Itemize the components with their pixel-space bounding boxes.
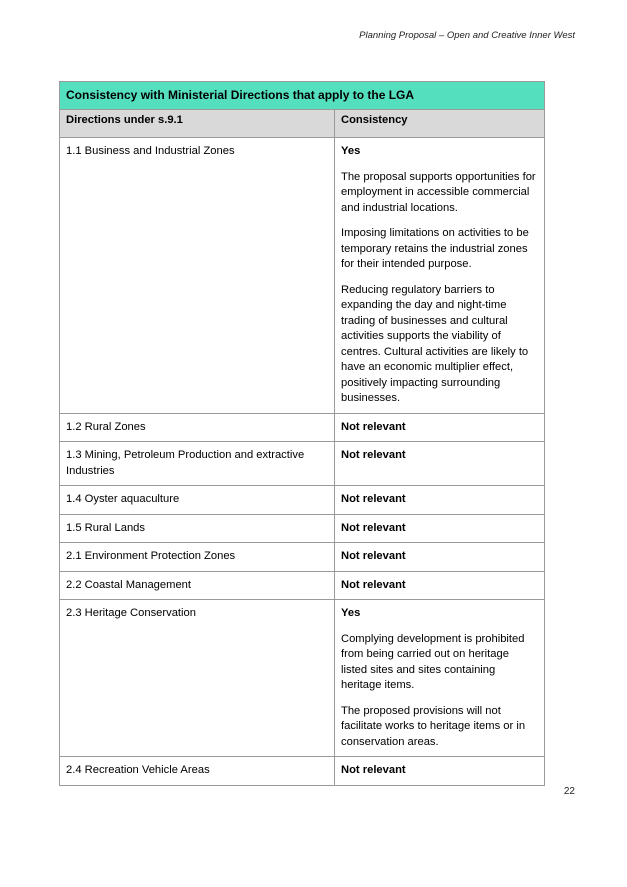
table-header-row	[60, 110, 545, 138]
consistency-status: Not relevant	[341, 764, 406, 776]
direction-cell: 2.4 Recreation Vehicle Areas	[60, 757, 335, 786]
consistency-cell	[335, 442, 545, 486]
consistency-status: Not relevant	[341, 550, 406, 562]
running-header: Planning Proposal – Open and Creative Inner West	[359, 30, 575, 41]
table-row	[60, 138, 545, 414]
consistency-cell	[335, 486, 545, 515]
direction-cell: 1.1 Business and Industrial Zones	[60, 138, 335, 414]
table-row	[60, 757, 545, 786]
column-header-consistency: Consistency	[335, 110, 545, 138]
consistency-note: The proposed provisions will not facilitate works to heritage items or in conservation areas.	[341, 704, 526, 748]
direction-cell: 2.2 Coastal Management	[60, 571, 335, 600]
consistency-cell	[335, 571, 545, 600]
consistency-status: Not relevant	[341, 420, 406, 433]
table-title-row	[60, 82, 545, 110]
direction-cell: 1.2 Rural Zones	[60, 413, 335, 442]
table-row	[60, 543, 545, 572]
consistency-cell	[335, 757, 545, 786]
consistency-status: Not relevant	[341, 521, 406, 534]
table-row	[60, 600, 545, 757]
direction-cell: 1.3 Mining, Petroleum Production and extractive Industries	[60, 442, 335, 486]
direction-cell: 2.3 Heritage Conservation	[60, 600, 335, 757]
table-row	[60, 442, 545, 486]
consistency-note: Complying development is prohibited from being carried out on heritage listed sites and sites containing heritage items.	[341, 632, 525, 691]
table-title: Consistency with Ministerial Directions that apply to the LGA	[60, 82, 545, 110]
consistency-cell	[335, 413, 545, 442]
direction-cell: 1.4 Oyster aquaculture	[60, 486, 335, 515]
table-row	[60, 571, 545, 600]
consistency-cell	[335, 600, 545, 757]
consistency-status: Not relevant	[341, 493, 406, 505]
direction-cell: 2.1 Environment Protection Zones	[60, 543, 335, 572]
table-row	[60, 413, 545, 442]
direction-cell: 1.5 Rural Lands	[60, 514, 335, 543]
column-header-directions: Directions under s.9.1	[60, 110, 335, 138]
consistency-note: Imposing limitations on activities to be temporary retains the industrial zones for their intended purpose.	[341, 227, 529, 270]
consistency-status: Not relevant	[341, 449, 406, 461]
consistency-cell	[335, 514, 545, 543]
consistency-status: Yes	[341, 145, 361, 157]
table-row	[60, 486, 545, 515]
consistency-status: Not relevant	[341, 578, 406, 591]
consistency-status: Yes	[341, 607, 361, 619]
directions-table	[59, 81, 545, 786]
table-row	[60, 514, 545, 543]
consistency-note: The proposal supports opportunities for employment in accessible commercial and industrial locations.	[341, 170, 536, 214]
consistency-cell	[335, 138, 545, 414]
consistency-cell	[335, 543, 545, 572]
page-number: 22	[563, 786, 575, 797]
consistency-note: Reducing regulatory barriers to expanding the day and night-time trading of businesses and cultural activities supports the viability of centres. Cultural activities are likely to have an economic multiplier effect, positively impacting surrounding businesses.	[341, 283, 529, 404]
